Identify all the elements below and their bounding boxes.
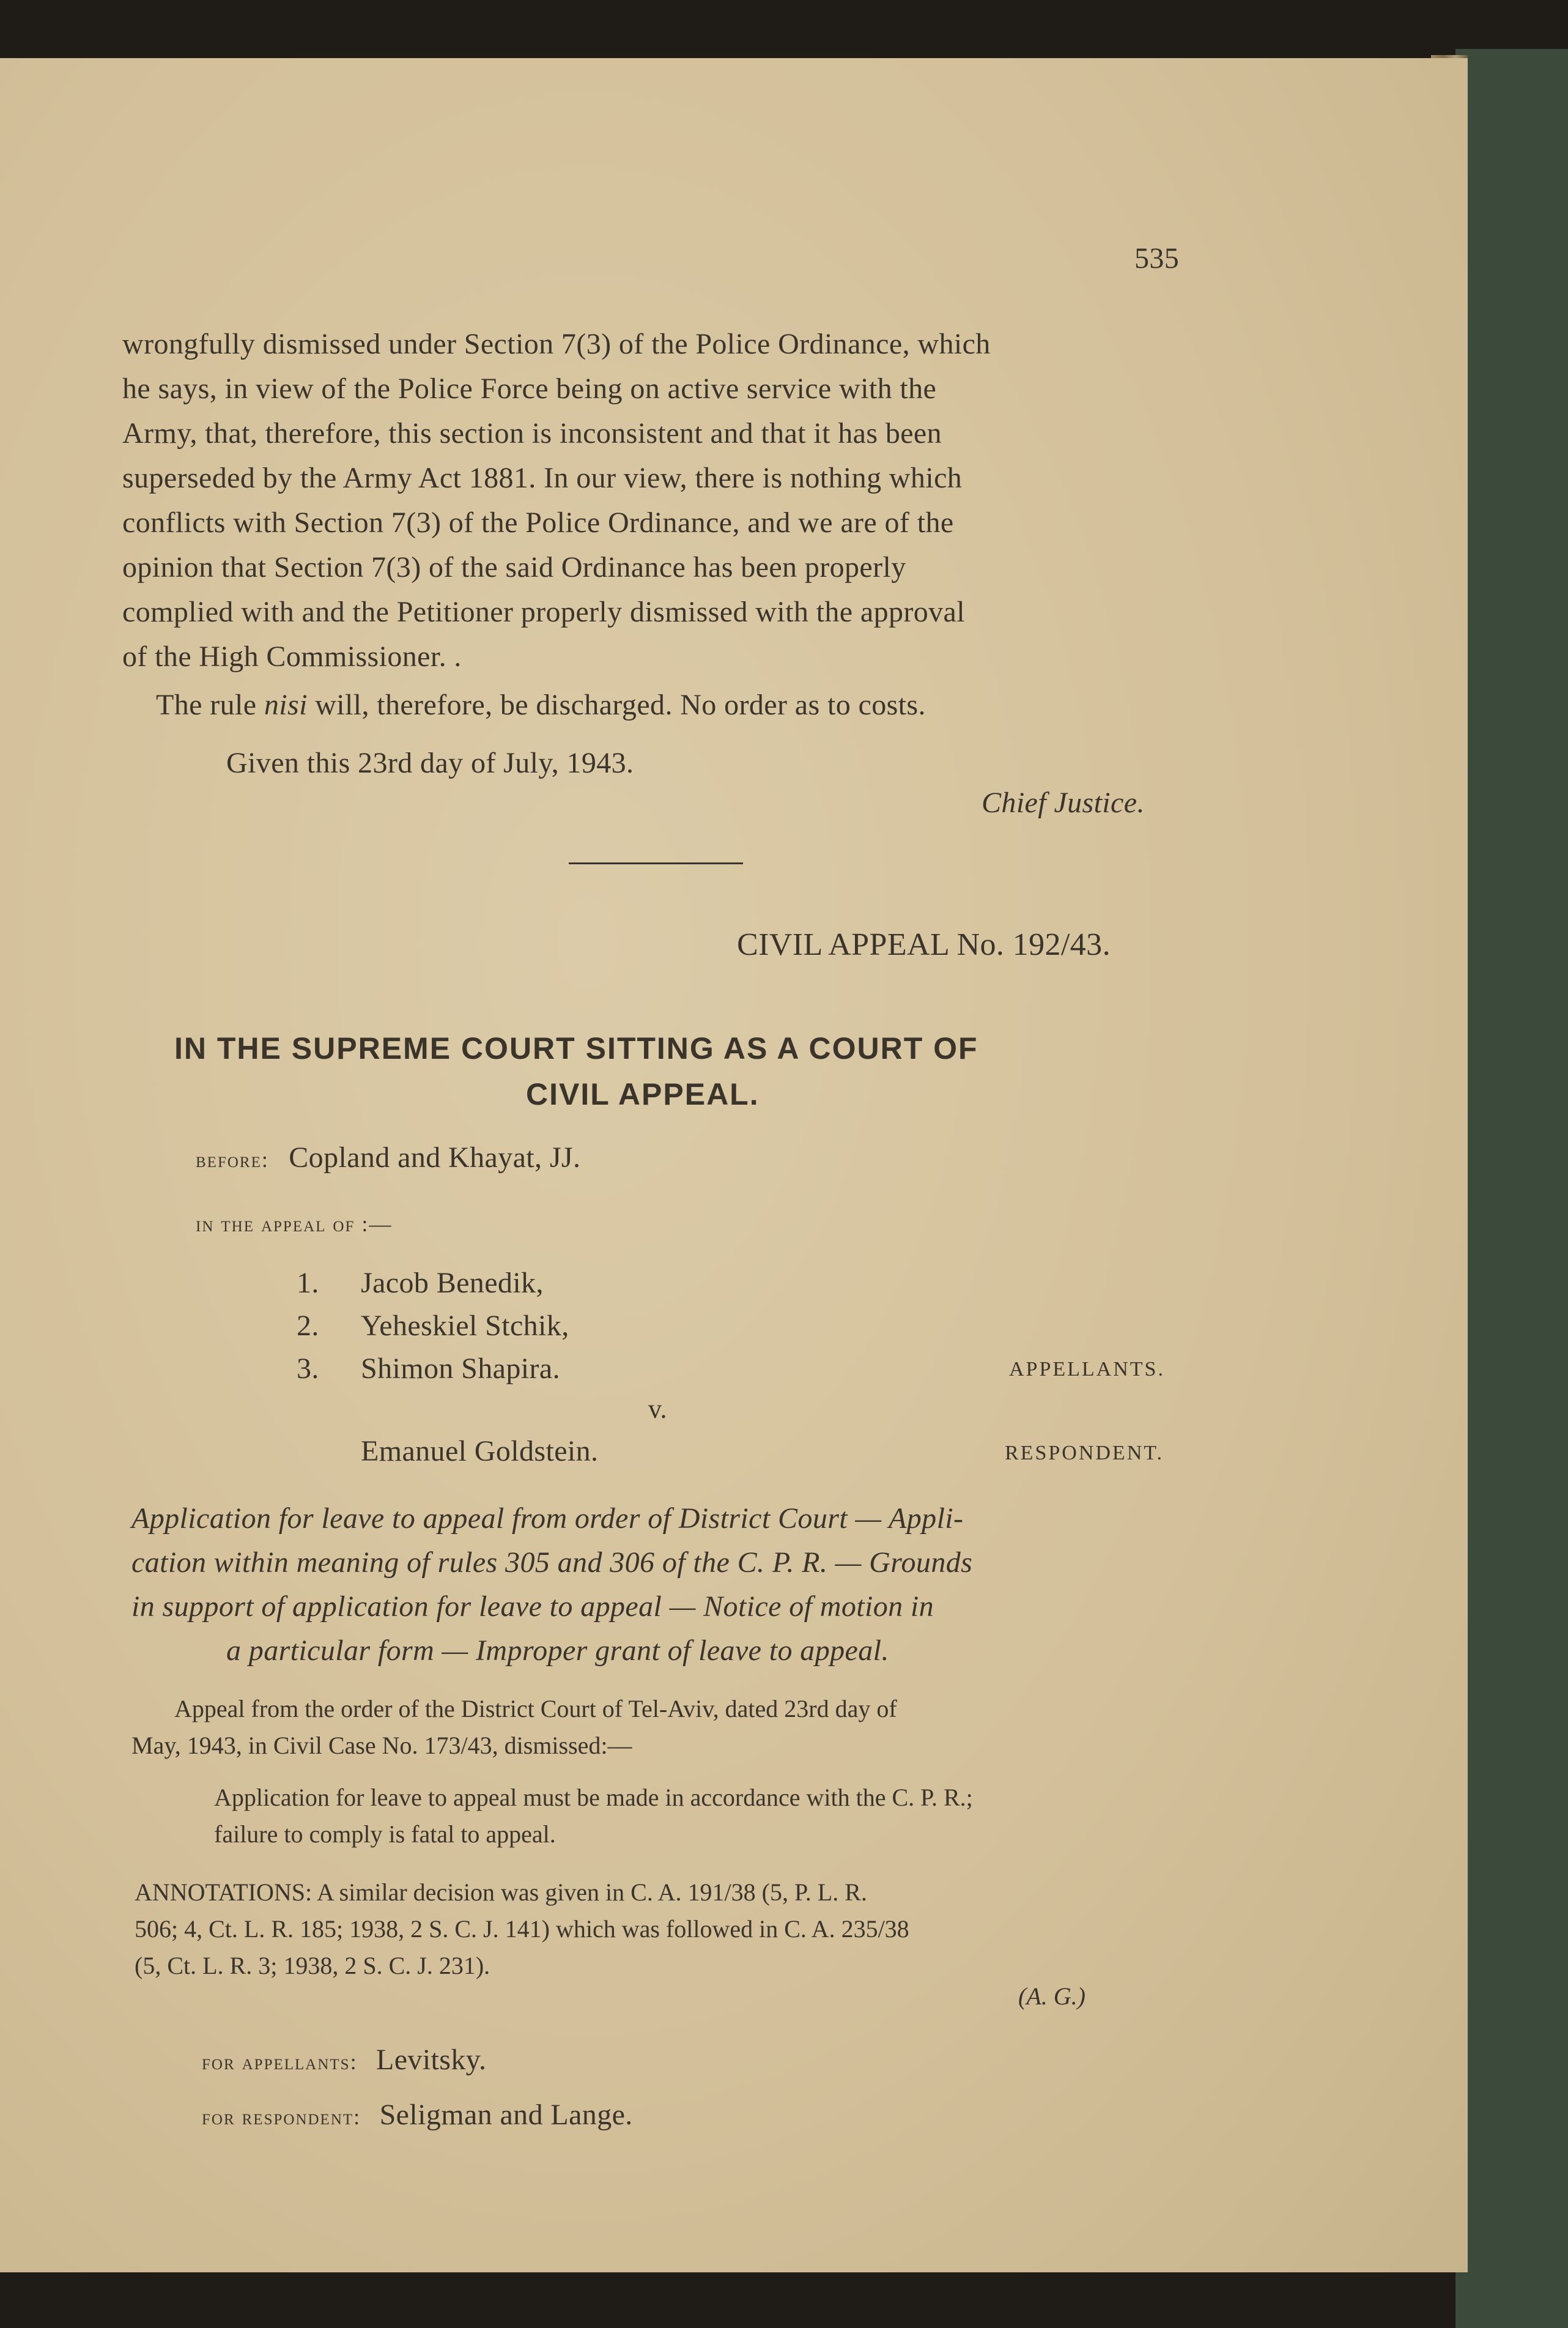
- paragraph-line: complied with and the Petitioner properly dismissed with the approval: [122, 596, 965, 628]
- appellant-name: Jacob Benedik,: [361, 1267, 544, 1299]
- for-appellants-counsel: Levitsky.: [376, 2044, 487, 2076]
- given-line: Given this 23rd day of July, 1943.: [226, 747, 634, 779]
- paragraph-line: he says, in view of the Police Force being on active service with the: [122, 373, 937, 405]
- respondent-label: RESPONDENT.: [1005, 1442, 1164, 1464]
- court-heading-line-1: IN THE SUPREME COURT SITTING AS A COURT OF: [174, 1031, 978, 1066]
- court-heading-line-2: CIVIL APPEAL.: [526, 1077, 760, 1111]
- for-appellants-label: for appellants:: [202, 2050, 358, 2074]
- for-respondent-label: for respondent:: [202, 2105, 361, 2129]
- initials: (A. G.): [1018, 1982, 1085, 2010]
- rule-nisi-before: The rule: [156, 689, 264, 721]
- versus: v.: [648, 1394, 667, 1424]
- before-judges: Copland and Khayat, JJ.: [289, 1141, 581, 1174]
- headnote-line: Application for leave to appeal from order of District Court — Appli-: [131, 1502, 964, 1535]
- holding-line: Application for leave to appeal must be made in accordance with the C. P. R.;: [214, 1784, 973, 1811]
- rule-nisi-after: will, therefore, be discharged. No order as to costs.: [307, 689, 926, 721]
- appellant-number: 3.: [297, 1352, 319, 1385]
- book-page: [0, 58, 1468, 2272]
- headnote-line: in support of application for leave to appeal — Notice of motion in: [131, 1590, 934, 1623]
- paragraph-line: wrongfully dismissed under Section 7(3) of the Police Ordinance, which: [122, 328, 991, 360]
- appellants-label: APPELLANTS.: [1009, 1358, 1165, 1381]
- appeal-from-line: Appeal from the order of the District Court of Tel-Aviv, dated 23rd day of: [174, 1695, 897, 1722]
- for-respondent-counsel: Seligman and Lange.: [379, 2099, 633, 2131]
- paragraph-line: superseded by the Army Act 1881. In our view, there is nothing which: [122, 462, 963, 494]
- paragraph-line: of the High Commissioner. .: [122, 640, 462, 673]
- rule-nisi-italic: nisi: [264, 689, 308, 721]
- paragraph-line: opinion that Section 7(3) of the said Ordinance has been properly: [122, 551, 906, 584]
- section-divider: [569, 862, 743, 864]
- rule-nisi-line: [156, 688, 926, 722]
- appellant-name: Yeheskiel Stchik,: [361, 1310, 569, 1342]
- headnote-line: a particular form — Improper grant of leave to appeal.: [226, 1634, 889, 1667]
- before-line: [196, 1141, 580, 1174]
- annotations-line: ANNOTATIONS: A similar decision was given in C. A. 191/38 (5, P. L. R.: [135, 1878, 867, 1906]
- appellant-number: 1.: [297, 1267, 319, 1299]
- appellant-name: Shimon Shapira.: [361, 1352, 560, 1385]
- appeal-from-line: May, 1943, in Civil Case No. 173/43, dismissed:—: [131, 1732, 632, 1759]
- for-respondent-line: [202, 2098, 633, 2132]
- paragraph-line: Army, that, therefore, this section is inconsistent and that it has been: [122, 417, 942, 450]
- book-cover: [1455, 49, 1568, 2328]
- before-label: before:: [196, 1147, 269, 1172]
- annotations-line: (5, Ct. L. R. 3; 1938, 2 S. C. J. 231).: [135, 1952, 490, 1979]
- appellant-number: 2.: [297, 1310, 319, 1342]
- paragraph-line: conflicts with Section 7(3) of the Police Ordinance, and we are of the: [122, 506, 954, 539]
- for-appellants-line: [202, 2043, 486, 2077]
- annotations-line: 506; 4, Ct. L. R. 185; 1938, 2 S. C. J. 141) which was followed in C. A. 235/38: [135, 1915, 909, 1943]
- holding-line: failure to comply is fatal to appeal.: [214, 1820, 556, 1848]
- signature: Chief Justice.: [982, 787, 1145, 819]
- page-number: 535: [1134, 242, 1180, 275]
- respondent-name: Emanuel Goldstein.: [361, 1435, 599, 1467]
- headnote-line: cation within meaning of rules 305 and 306 of the C. P. R. — Grounds: [131, 1546, 973, 1579]
- case-number: CIVIL APPEAL No. 192/43.: [737, 927, 1111, 962]
- in-appeal-of: in the appeal of :—: [196, 1212, 393, 1236]
